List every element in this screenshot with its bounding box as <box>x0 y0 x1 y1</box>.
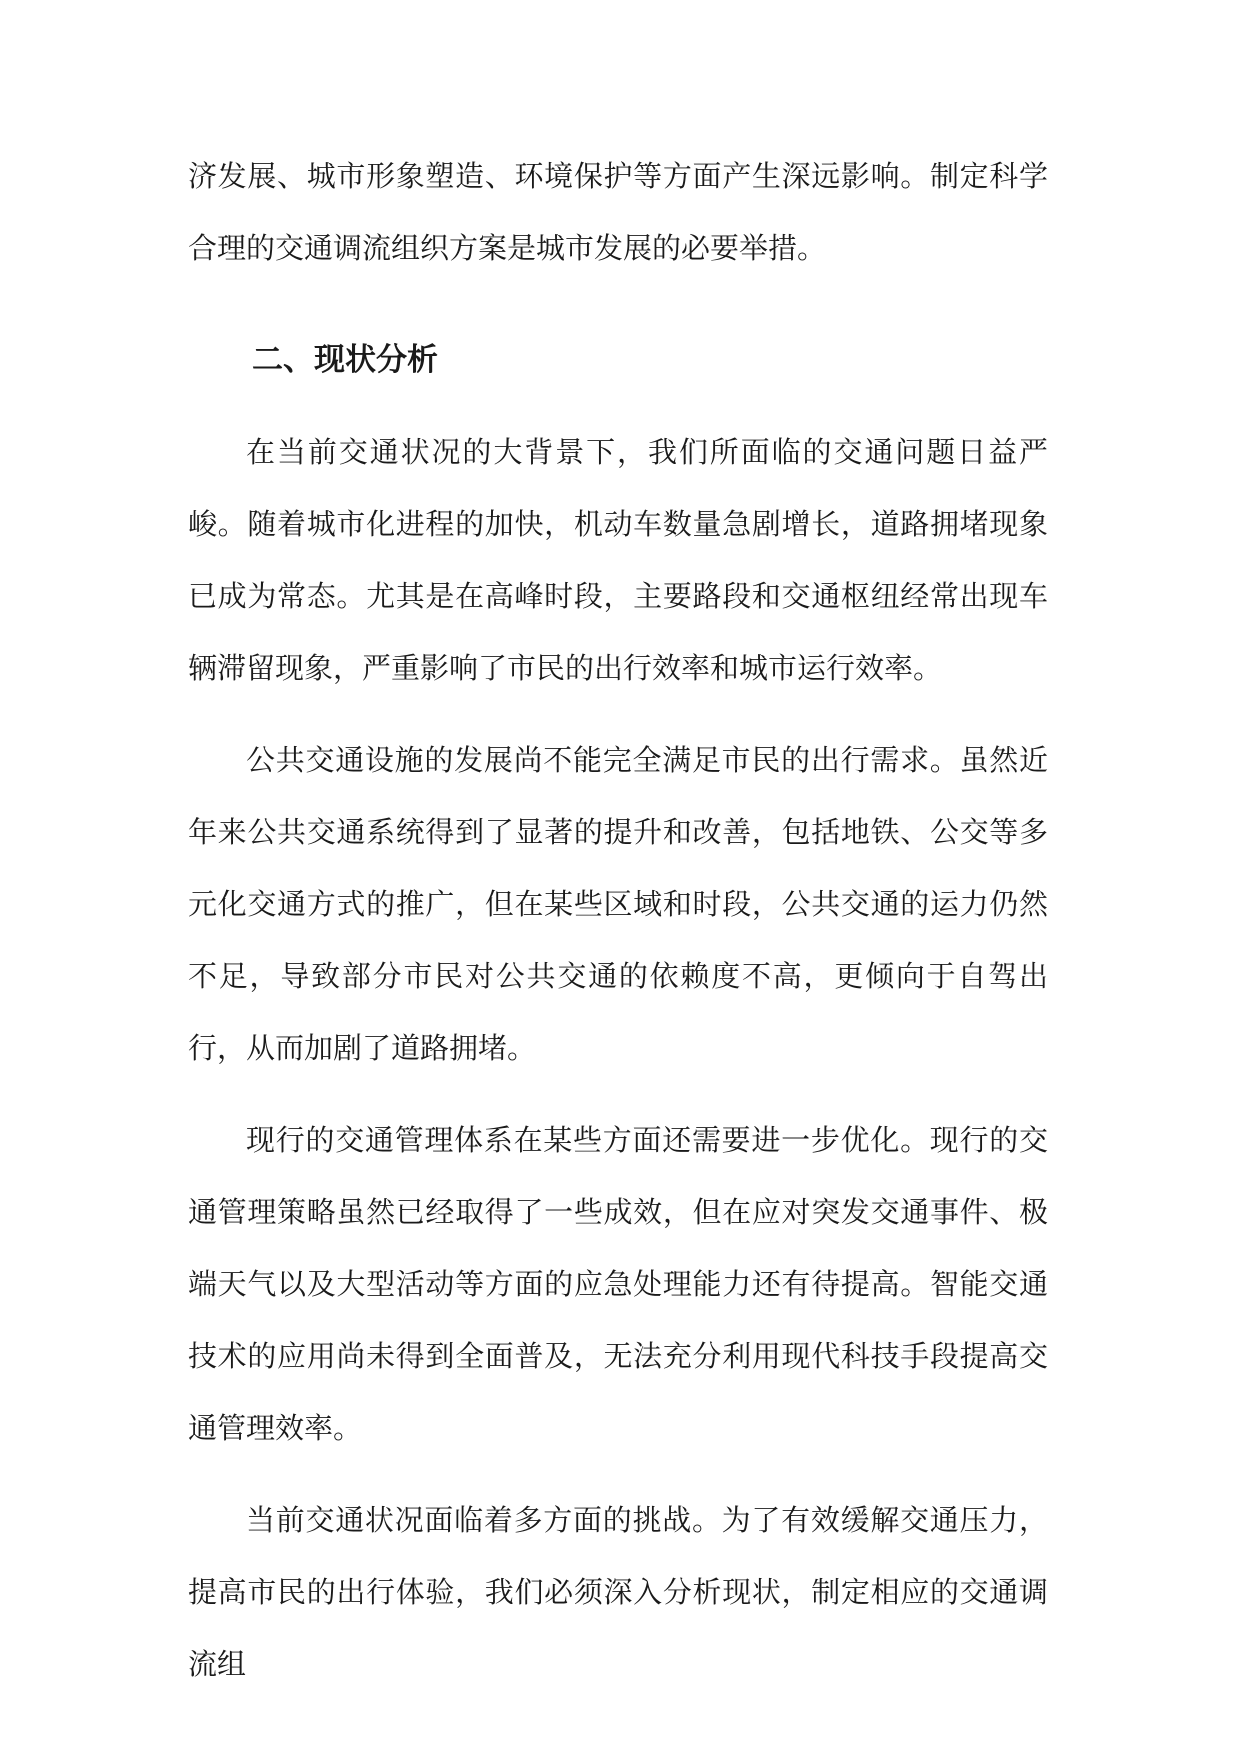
paragraph-challenges: 当前交通状况面临着多方面的挑战。为了有效缓解交通压力，提高市民的出行体验，我们必须深入分析现状，制定相应的交通调流组 <box>188 1503 1048 1681</box>
paragraph-traffic-management: 现行的交通管理体系在某些方面还需要进一步优化。现行的交通管理策略虽然已经取得了一些成效，但在应对突发交通事件、极端天气以及大型活动等方面的应急处理能力还有待提高。智能交通技术的应用尚未得到全面普及，无法充分利用现代科技手段提高交通管理效率。 <box>188 1123 1048 1445</box>
paragraph-public-transport: 公共交通设施的发展尚不能完全满足市民的出行需求。虽然近年来公共交通系统得到了显著的提升和改善，包括地铁、公交等多元化交通方式的推广，但在某些区域和时段，公共交通的运力仍然不足，导致部分市民对公共交通的依赖度不高，更倾向于自驾出行，从而加剧了道路拥堵。 <box>188 743 1048 1065</box>
document-body <box>188 140 1048 1700</box>
paragraph-traffic-status: 在当前交通状况的大背景下，我们所面临的交通问题日益严峻。随着城市化进程的加快，机动车数量急剧增长，道路拥堵现象已成为常态。尤其是在高峰时段，主要路段和交通枢纽经常出现车辆滞留现象，严重影响了市民的出行效率和城市运行效率。 <box>188 435 1048 685</box>
continuation-paragraph: 济发展、城市形象塑造、环境保护等方面产生深远影响。制定科学合理的交通调流组织方案是城市发展的必要举措。 <box>188 159 1048 265</box>
section-heading: 二、现状分析 <box>252 342 438 378</box>
